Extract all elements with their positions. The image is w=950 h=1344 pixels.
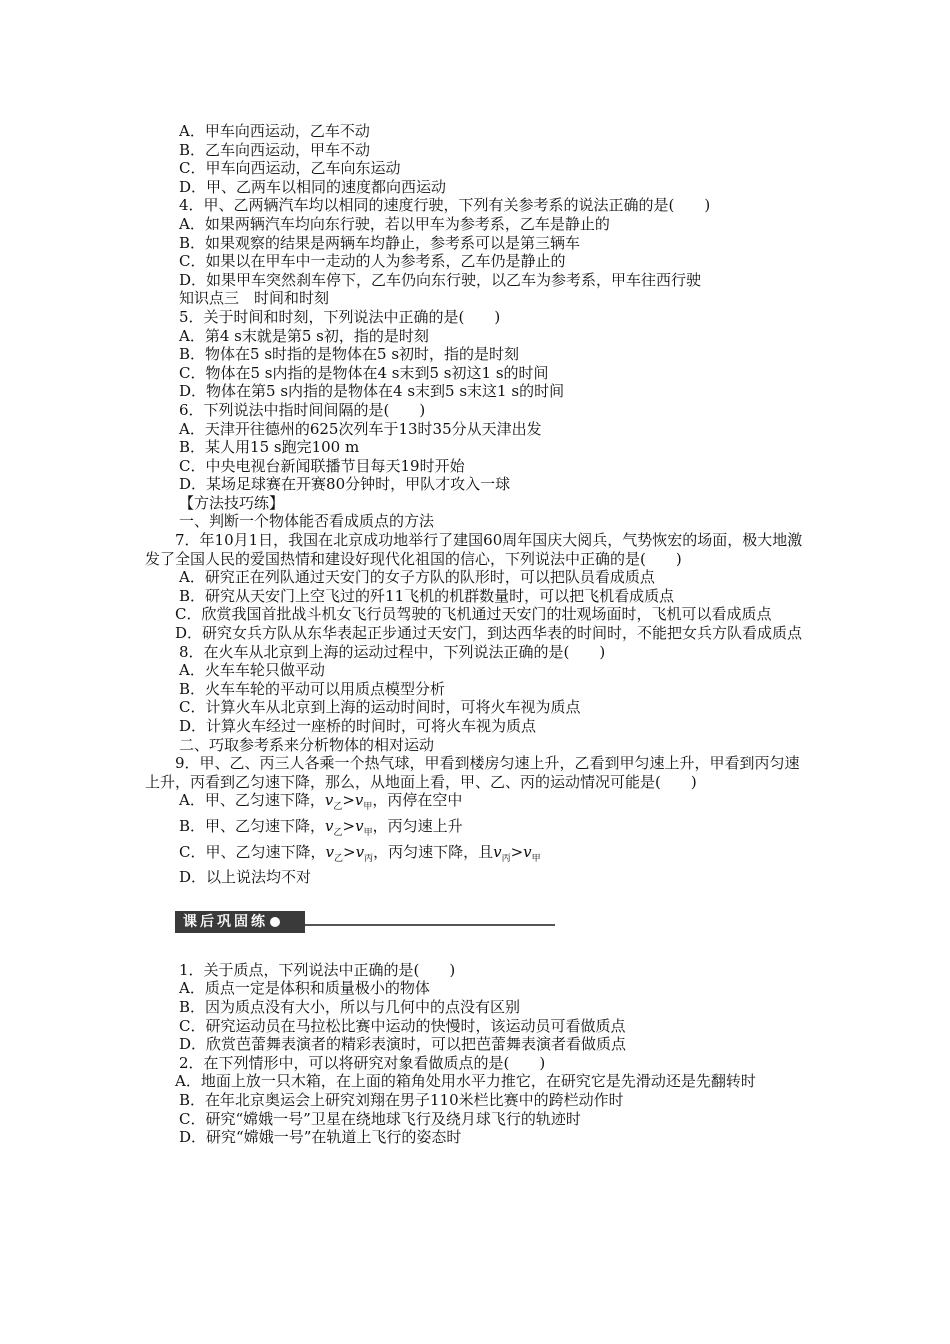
comparison-sign: > [342, 816, 356, 835]
option-line: B．因为质点没有大小，所以与几何中的点没有区别 [179, 997, 521, 1016]
option-line: C．甲车向西运动，乙车向东运动 [179, 159, 401, 178]
banner-rule [305, 924, 555, 926]
option-line: C．研究“嫦娥一号”卫星在绕地球飞行及绕月球飞行的轨迹时 [179, 1109, 581, 1128]
option-line: A．火车车轮只做平动 [179, 661, 325, 680]
comparison-sign: > [510, 842, 524, 861]
option-line: D．计算火车经过一座桥的时间时，可将火车视为质点 [179, 717, 537, 735]
option-line [145, 843, 810, 869]
option-line: C．中央电视台新闻联播节目每天19时开始 [179, 456, 465, 475]
question-stem: 4．甲、乙两辆汽车均以相同的速度行驶，下列有关参考系的说法正确的是( ) [179, 196, 711, 215]
velocity-symbol: v [523, 842, 532, 861]
option-line: B．物体在5 s时指的是物体在5 s初时，指的是时刻 [179, 345, 520, 364]
option-line: A．第4 s末就是第5 s初，指的是时刻 [179, 326, 429, 345]
option-line: A．质点一定是体积和质量极小的物体 [179, 979, 430, 998]
option-line: D．如果甲车突然刹车停下，乙车仍向东行驶，以乙车为参考系，甲车往西行驶 [179, 270, 702, 289]
option-text: ，丙停在空中 [372, 791, 463, 810]
subscript: 乙 [333, 827, 343, 838]
section-banner [145, 905, 810, 935]
option-line: A．研究正在列队通过天安门的女子方队的队形时，可以把队员看成质点 [179, 568, 655, 587]
velocity-symbol: v [324, 791, 334, 810]
velocity-symbol: v [354, 791, 364, 810]
section-heading: 一、判断一个物体能否看成质点的方法 [179, 512, 435, 531]
option-line: B．如果观察的结果是两辆车均静止，参考系可以是第三辆车 [179, 233, 581, 252]
question-stem: 9．甲、乙、丙三人各乘一个热气球，甲看到楼房匀速上升，乙看到甲匀速上升，甲看到丙匀速上升，丙看到乙匀速下降，那么，从地面上看，甲、乙、丙的运动情况可能是( ) [145, 754, 800, 791]
velocity-symbol: v [355, 816, 364, 835]
velocity-symbol: v [325, 842, 334, 861]
velocity-symbol: v [493, 842, 502, 861]
option-line: B．乙车向西运动，甲车不动 [179, 140, 371, 159]
banner-label: 课后巩固练 [183, 913, 268, 930]
option-line: C．欣赏我国首批战斗机女飞行员驾驶的飞机通过天安门的壮观场面时，飞机可以看成质点 [175, 605, 772, 624]
subscript: 丙 [364, 853, 374, 864]
option-line: C．计算火车从北京到上海的运动时间时，可将火车视为质点 [179, 698, 581, 717]
option-line: C．物体在5 s内指的是物体在4 s末到5 s初这1 s的时间 [179, 363, 549, 382]
subscript: 丙 [501, 853, 511, 864]
question-stem: 2．在下列情形中，可以将研究对象看做质点的是( ) [179, 1053, 546, 1072]
question-stem: 6．下列说法中指时间间隔的是( ) [179, 400, 426, 419]
option-text: B．甲、乙匀速下降， [179, 816, 326, 835]
option-line: A．地面上放一只木箱，在上面的箱角处用水平力推它，在研究它是先滑动还是先翻转时 [175, 1072, 756, 1091]
option-line: D．研究“嫦娥一号”在轨道上飞行的姿态时 [179, 1128, 462, 1147]
option-line: A．如果两辆汽车均向东行驶，若以甲车为参考系，乙车是静止的 [179, 214, 610, 233]
option-line [145, 791, 810, 817]
subscript: 甲 [531, 853, 541, 864]
option-line: D．某场足球赛在开赛80分钟时，甲队才攻入一球 [179, 475, 511, 494]
option-line: D．以上说法均不对 [179, 868, 312, 887]
option-line: B．火车车轮的平动可以用质点模型分析 [179, 679, 446, 698]
section-heading: 二、巧取参考系来分析物体的相对运动 [179, 735, 435, 754]
option-line [145, 817, 810, 843]
option-line: D．欣赏芭蕾舞表演者的精彩表演时，可以把芭蕾舞表演者看做质点 [179, 1035, 627, 1054]
subscript: 乙 [333, 853, 343, 864]
velocity-symbol: v [325, 816, 334, 835]
option-text: ，丙匀速下降，且 [373, 842, 494, 861]
section-heading: 【方法技巧练】 [179, 493, 285, 512]
option-text: ，丙匀速上升 [372, 816, 463, 835]
comparison-sign: > [342, 842, 356, 861]
banner-label-box [175, 911, 305, 933]
document-page [145, 122, 810, 1147]
section-heading: 知识点三 时间和时刻 [179, 289, 330, 308]
option-line: A．天津开往德州的625次列车于13时35分从天津出发 [179, 419, 542, 438]
option-line: C．如果以在甲车中一走动的人为参考系，乙车仍是静止的 [179, 252, 566, 271]
option-line: D．甲、乙两车以相同的速度都向西运动 [179, 177, 447, 196]
option-line: C．研究运动员在马拉松比赛中运动的快慢时，该运动员可看做质点 [179, 1016, 626, 1035]
subscript: 甲 [363, 827, 373, 838]
bullet-dot-icon [270, 917, 280, 927]
option-line: B．在年北京奥运会上研究刘翔在男子110米栏比赛中的跨栏动作时 [179, 1090, 624, 1109]
subscript: 甲 [363, 802, 373, 813]
comparison-sign: > [342, 791, 355, 810]
option-line: B．研究从天安门上空飞过的歼11飞机的机群数量时，可以把飞机看成质点 [179, 586, 675, 605]
question-stem: 5．关于时间和时刻，下列说法中正确的是( ) [179, 307, 501, 326]
question-stem: 7．年10月1日，我国在北京成功地举行了建国60周年国庆大阅兵，气势恢宏的场面，极大地激发了全国人民的爱国热情和建设好现代化祖国的信心，下列说法中正确的是( ) [145, 531, 803, 568]
velocity-symbol: v [355, 842, 365, 861]
question-stem: 8．在火车从北京到上海的运动过程中，下列说法正确的是( ) [179, 642, 606, 661]
option-line: D．物体在第5 s内指的是物体在4 s末到5 s末这1 s的时间 [179, 382, 565, 401]
option-line: B．某人用15 s跑完100 m [179, 438, 360, 457]
subscript: 乙 [333, 802, 343, 813]
option-line: A．甲车向西运动，乙车不动 [179, 122, 370, 140]
option-text: A．甲、乙匀速下降， [179, 791, 325, 810]
option-line: D．研究女兵方队从东华表起正步通过天安门，到达西华表的时间时，不能把女兵方队看成质点 [175, 624, 803, 643]
question-stem: 1．关于质点，下列说法中正确的是( ) [179, 960, 456, 979]
option-text: C．甲、乙匀速下降， [179, 842, 326, 861]
